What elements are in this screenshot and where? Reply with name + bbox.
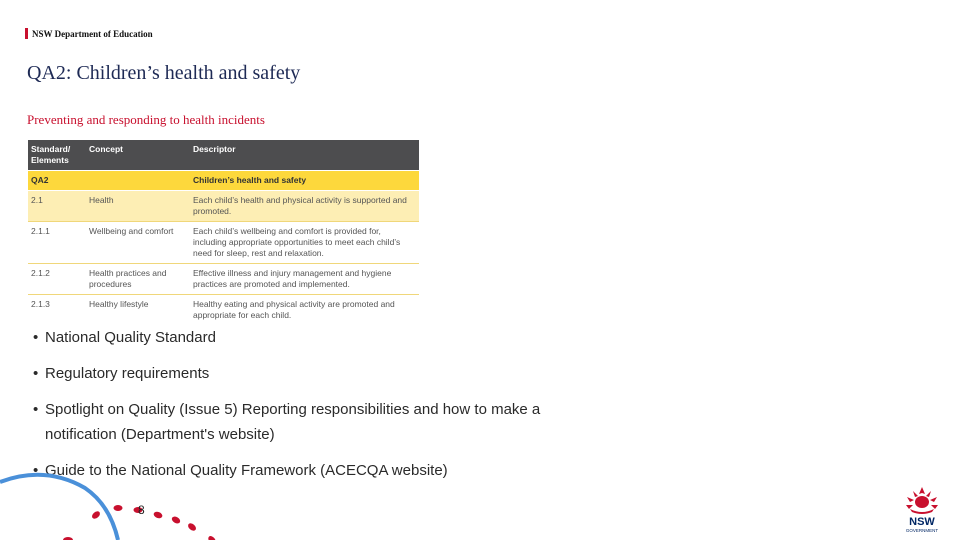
cell-concept: Wellbeing and comfort	[86, 222, 190, 264]
nsw-logo-text: NSW	[909, 516, 935, 528]
table-row	[28, 295, 419, 326]
bullet: •	[33, 401, 39, 418]
bullet: •	[33, 329, 39, 346]
cell-concept: Healthy lifestyle	[86, 295, 190, 326]
cell-code: 2.1.2	[28, 264, 86, 295]
page-subtitle: Preventing and responding to health incidents	[27, 112, 265, 127]
quality-area-table	[28, 140, 419, 325]
bullet: •	[33, 365, 39, 382]
link-text: Regulatory requirements	[45, 365, 210, 382]
cell-concept: Health practices and procedures	[86, 264, 190, 295]
link-text: National Quality Standard	[45, 329, 216, 346]
page-number: 8	[138, 503, 145, 517]
header-standard: Standard/ Elements	[28, 140, 86, 171]
cell-concept	[86, 171, 190, 191]
table-header-row	[28, 140, 419, 171]
cell-code: 2.1.3	[28, 295, 86, 326]
cell-descriptor: Effective illness and injury management and hygiene practices are promoted and implemented.	[190, 264, 419, 295]
link-text: Spotlight on Quality (Issue 5) Reporting responsibilities and how to make a notification (Department's website)	[45, 401, 541, 443]
cell-code: QA2	[28, 171, 86, 191]
circle-arc-decoration	[0, 460, 240, 540]
link-spotlight-on-quality[interactable]	[33, 397, 573, 447]
header-concept: Concept	[86, 140, 190, 171]
table-row-qa2	[28, 171, 419, 191]
header-descriptor: Descriptor	[190, 140, 419, 171]
cell-concept: Health	[86, 191, 190, 222]
department-name: NSW Department of Education	[32, 28, 153, 39]
link-national-quality-standard[interactable]	[33, 325, 573, 350]
link-regulatory-requirements[interactable]	[33, 361, 573, 386]
table-row	[28, 191, 419, 222]
waratah-icon	[906, 487, 938, 514]
table-row	[28, 222, 419, 264]
cell-descriptor: Each child’s wellbeing and comfort is provided for, including appropriate opportunities to meet each child’s need for sleep, rest and relaxation.	[190, 222, 419, 264]
cell-descriptor: Children’s health and safety	[190, 171, 419, 191]
table-row	[28, 264, 419, 295]
page-title: QA2: Children’s health and safety	[27, 62, 301, 84]
government-logo-text: GOVERNMENT	[905, 528, 939, 533]
department-header	[25, 28, 153, 39]
bullet: •	[33, 462, 39, 479]
cell-descriptor: Each child’s health and physical activity is supported and promoted.	[190, 191, 419, 222]
link-text: Guide to the National Quality Framework (ACECQA website)	[45, 462, 448, 479]
department-bar	[25, 28, 28, 39]
cell-code: 2.1.1	[28, 222, 86, 264]
cell-code: 2.1	[28, 191, 86, 222]
nsw-waratah-logo	[898, 485, 946, 535]
cell-descriptor: Healthy eating and physical activity are promoted and appropriate for each child.	[190, 295, 419, 326]
